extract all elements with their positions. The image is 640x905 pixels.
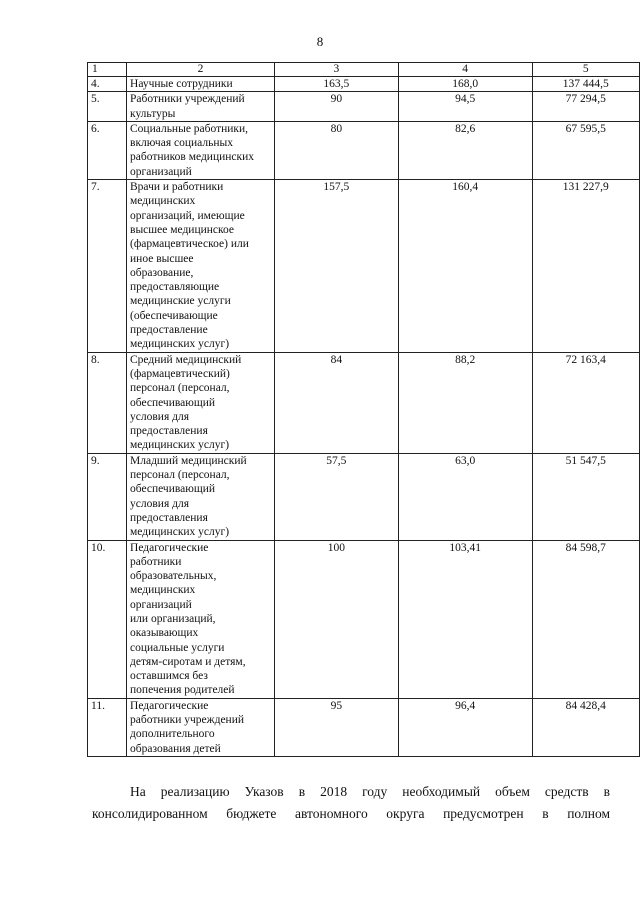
row-number: 4. <box>88 77 127 92</box>
category-text: Научные сотрудники <box>130 78 233 90</box>
row-value-col5: 51 547,5 <box>532 453 639 540</box>
row-value-col3: 57,5 <box>275 453 399 540</box>
table-row <box>88 698 640 756</box>
row-number: 7. <box>88 180 127 353</box>
row-value-col4: 82,6 <box>398 121 532 179</box>
table-header-row <box>88 63 640 77</box>
row-value-col5: 84 428,4 <box>532 698 639 756</box>
row-number: 5. <box>88 92 127 122</box>
table-row <box>88 540 640 698</box>
table-row <box>88 92 640 122</box>
paragraph-line-2: консолидированном бюджете автономного округа предусмотрен в полном <box>92 806 610 821</box>
row-value-col5: 77 294,5 <box>532 92 639 122</box>
row-value-col3: 90 <box>275 92 399 122</box>
row-value-col5: 67 595,5 <box>532 121 639 179</box>
row-category <box>127 77 275 92</box>
row-value-col4: 94,5 <box>398 92 532 122</box>
row-value-col4: 103,41 <box>398 540 532 698</box>
table-row <box>88 121 640 179</box>
row-value-col3: 80 <box>275 121 399 179</box>
header-cell-2: 2 <box>127 63 275 77</box>
row-number: 11. <box>88 698 127 756</box>
table-row <box>88 77 640 92</box>
row-value-col3: 163,5 <box>275 77 399 92</box>
row-value-col4: 168,0 <box>398 77 532 92</box>
header-cell-3: 3 <box>275 63 399 77</box>
category-text: Педагогические работники образовательных, медицинских организаций или организаций, оказывающих социальные услуги детям-сиротам и детям, оставшимся без попечения родителей <box>130 541 246 697</box>
category-text: Педагогические работники учреждений дополнительного образования детей <box>130 699 245 755</box>
row-value-col3: 157,5 <box>275 180 399 353</box>
row-number: 6. <box>88 121 127 179</box>
row-value-col5: 137 444,5 <box>532 77 639 92</box>
data-table <box>87 62 640 757</box>
category-text: Работники учреждений культуры <box>130 93 245 120</box>
row-value-col4: 88,2 <box>398 352 532 453</box>
row-value-col3: 84 <box>275 352 399 453</box>
row-value-col4: 160,4 <box>398 180 532 353</box>
row-value-col5: 72 163,4 <box>532 352 639 453</box>
row-category <box>127 92 275 122</box>
header-cell-1: 1 <box>88 63 127 77</box>
row-category <box>127 540 275 698</box>
row-category <box>127 121 275 179</box>
category-text: Средний медицинский (фармацевтический) персонал (персонал, обеспечивающий условия для предоставления медицинских услуг) <box>130 353 242 452</box>
table-row <box>88 352 640 453</box>
table-row <box>88 180 640 353</box>
row-category <box>127 352 275 453</box>
header-cell-4: 4 <box>398 63 532 77</box>
row-value-col5: 131 227,9 <box>532 180 639 353</box>
paragraph-line-1: На реализацию Указов в 2018 году необходимый объем средств в <box>130 784 610 799</box>
row-category <box>127 180 275 353</box>
row-category <box>127 453 275 540</box>
table-row <box>88 453 640 540</box>
row-value-col3: 95 <box>275 698 399 756</box>
body-paragraph <box>92 781 610 825</box>
category-text: Младший медицинский персонал (персонал, обеспечивающий условия для предоставления медицинских услуг) <box>130 454 247 539</box>
page-number: 8 <box>316 34 324 49</box>
row-number: 8. <box>88 352 127 453</box>
row-value-col3: 100 <box>275 540 399 698</box>
row-number: 10. <box>88 540 127 698</box>
row-value-col4: 96,4 <box>398 698 532 756</box>
row-category <box>127 698 275 756</box>
row-number: 9. <box>88 453 127 540</box>
category-text: Социальные работники, включая социальных работников медицинских организаций <box>130 122 255 178</box>
category-text: Врачи и работники медицинских организаций, имеющие высшее медицинское (фармацевтическое) или иное высшее образование, предоставляющие медицинские услуги (обеспечивающие предоставление медицинских услуг) <box>130 181 249 351</box>
row-value-col5: 84 598,7 <box>532 540 639 698</box>
row-value-col4: 63,0 <box>398 453 532 540</box>
header-cell-5: 5 <box>532 63 639 77</box>
